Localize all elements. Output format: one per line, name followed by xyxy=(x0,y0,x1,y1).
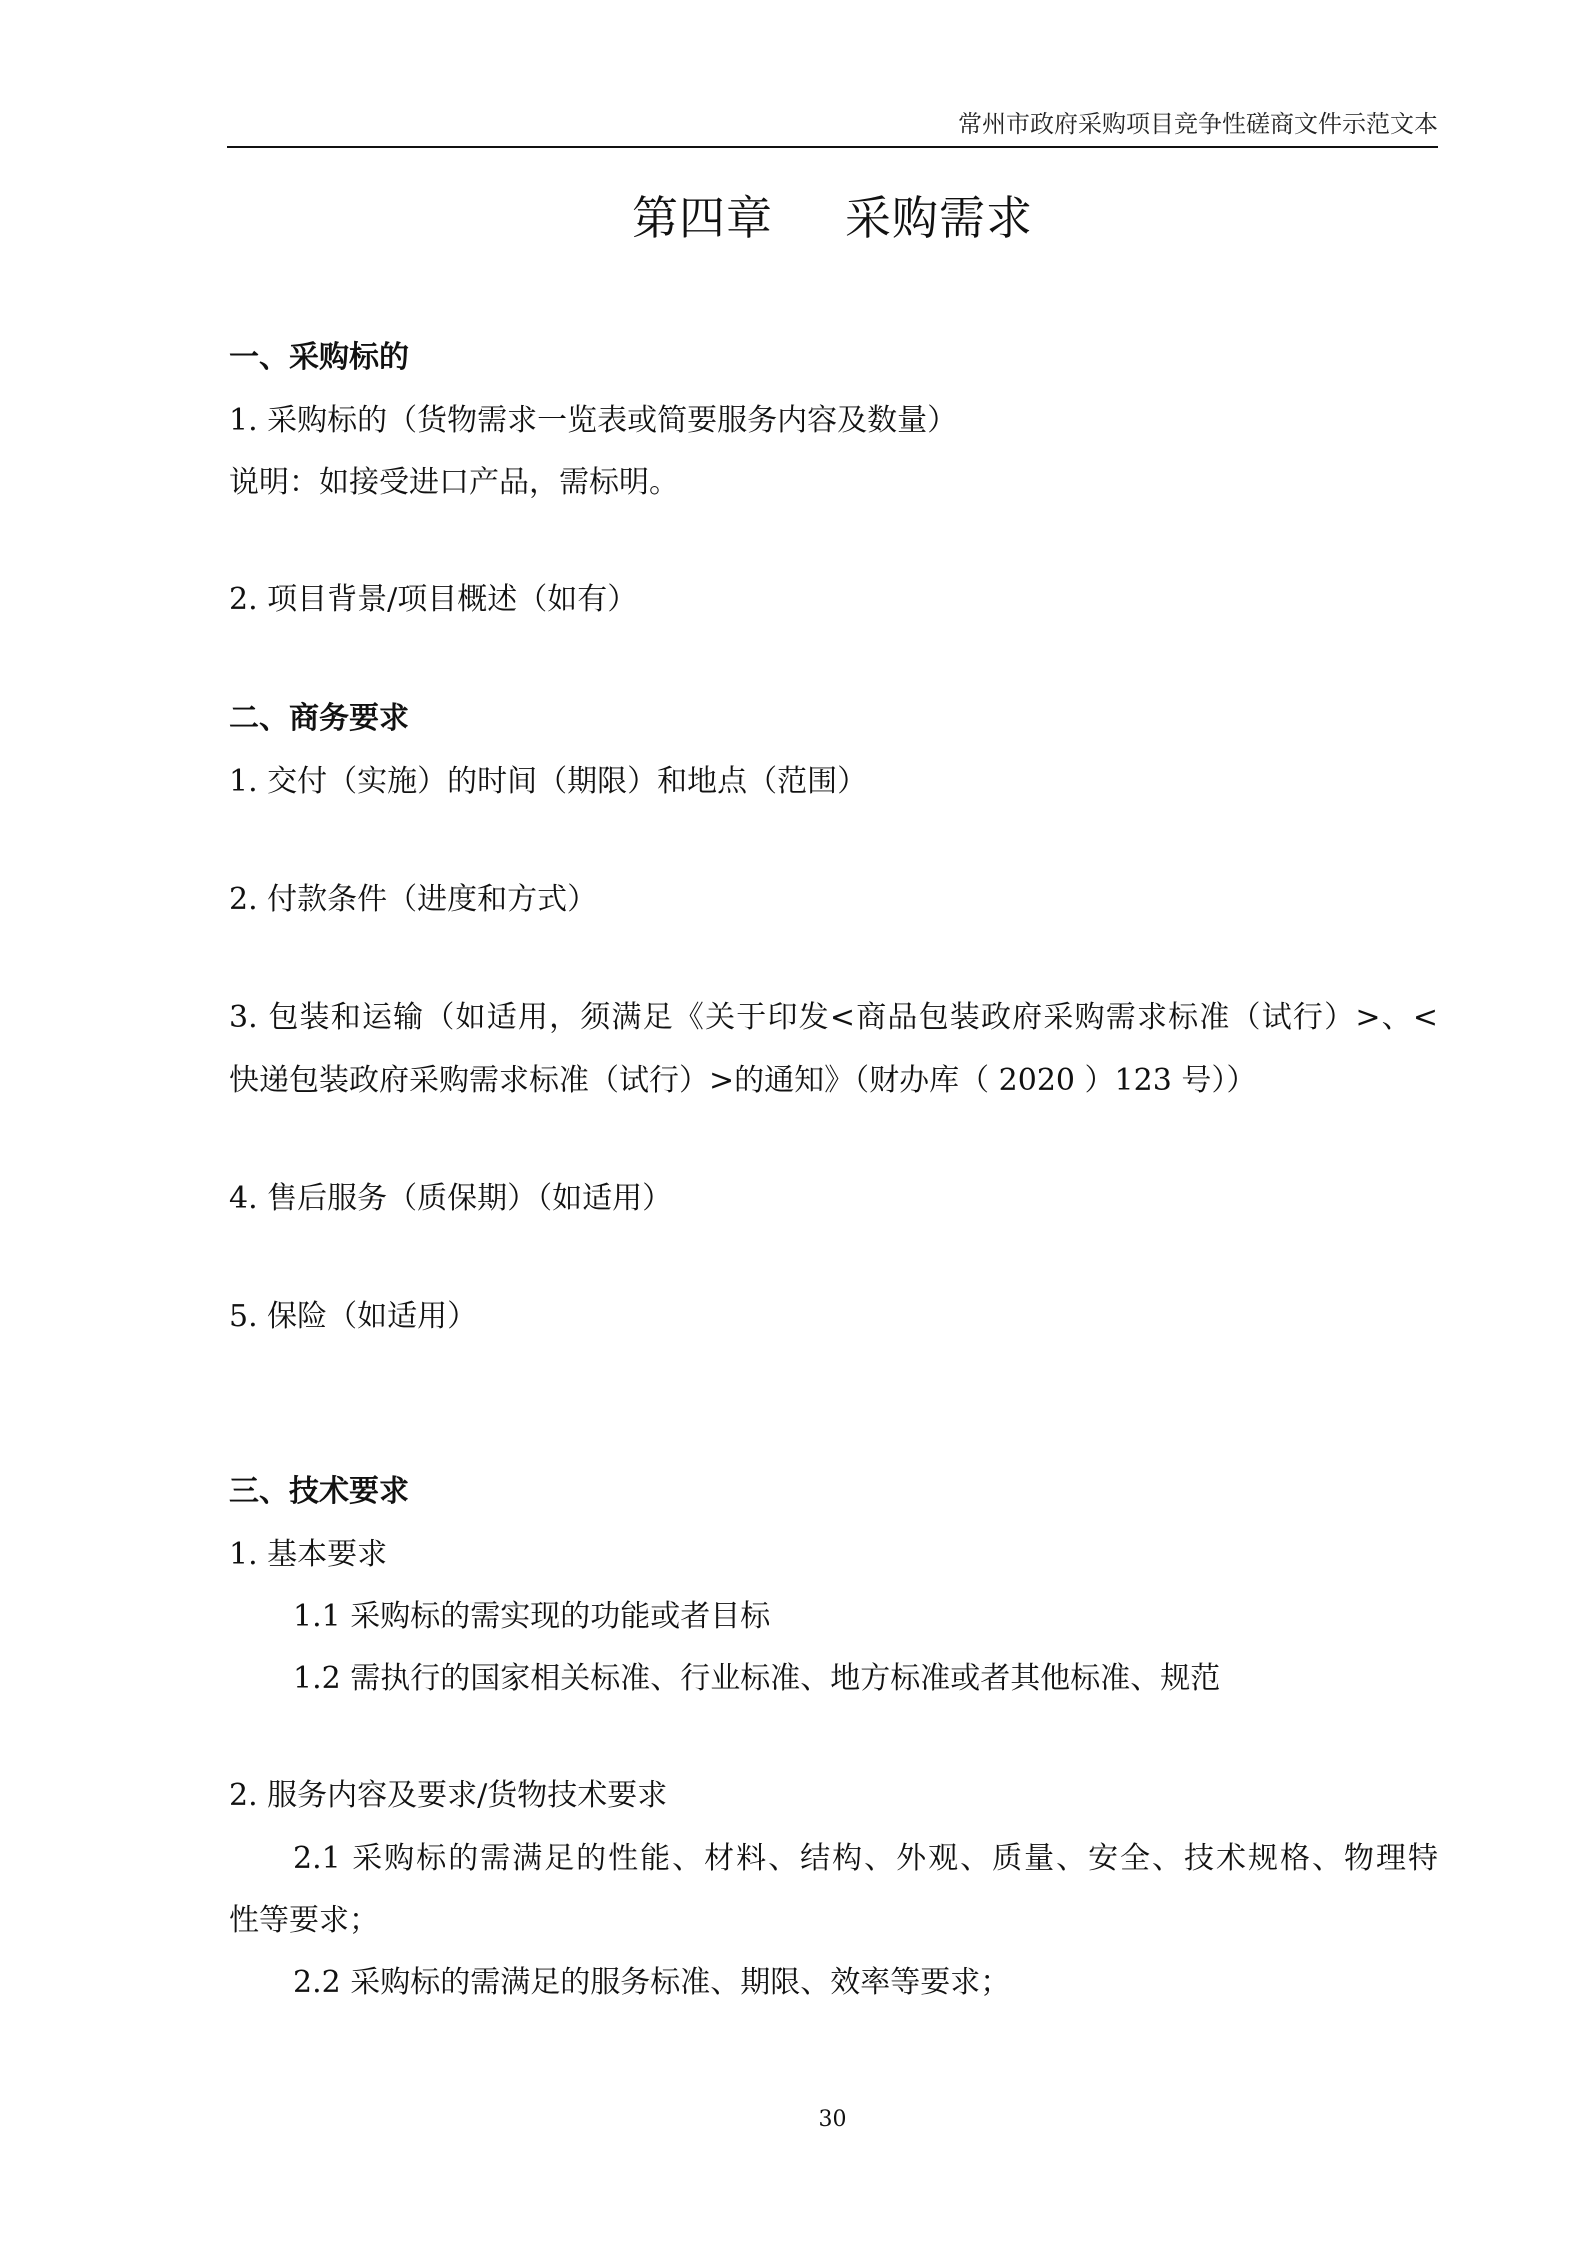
section-heading-technical-requirements: 三、技术要求 xyxy=(229,1474,409,1509)
chapter-name: 采购需求 xyxy=(845,191,1033,245)
page-number: 30 xyxy=(818,2107,847,2132)
sub-list-item-continuation: 性等要求； xyxy=(229,1903,379,1938)
sub-list-item: 2.1 采购标的需满足的性能、材料、结构、外观、质量、安全、技术规格、物理特 xyxy=(293,1841,1438,1876)
list-item: 1. 采购标的（货物需求一览表或简要服务内容及数量） xyxy=(229,403,958,438)
list-item: 1. 交付（实施）的时间（期限）和地点（范围） xyxy=(229,764,868,799)
list-item: 1. 基本要求 xyxy=(229,1537,388,1572)
sub-list-item: 1.2 需执行的国家相关标准、行业标准、地方标准或者其他标准、规范 xyxy=(293,1661,1221,1696)
list-item: 3. 包装和运输（如适用，须满足《关于印发<商品包装政府采购需求标准（试行）>、< xyxy=(229,1000,1438,1035)
list-item-continuation: 快递包装政府采购需求标准（试行）>的通知》（财办库（ 2020 ）123 号）） xyxy=(229,1063,1257,1098)
list-item: 5. 保险（如适用） xyxy=(229,1299,478,1334)
note-text: 说明：如接受进口产品，需标明。 xyxy=(229,465,679,500)
running-header: 常州市政府采购项目竞争性磋商文件示范文本 xyxy=(958,110,1438,138)
list-item: 2. 付款条件（进度和方式） xyxy=(229,882,598,917)
list-item: 4. 售后服务（质保期）（如适用） xyxy=(229,1181,673,1216)
list-item: 2. 服务内容及要求/货物技术要求 xyxy=(229,1778,668,1813)
header-divider xyxy=(227,146,1438,148)
list-item: 2. 项目背景/项目概述（如有） xyxy=(229,582,638,617)
chapter-number: 第四章 xyxy=(632,191,773,245)
section-heading-procurement-subject: 一、采购标的 xyxy=(229,340,409,375)
sub-list-item: 1.1 采购标的需实现的功能或者目标 xyxy=(293,1599,771,1634)
section-heading-business-requirements: 二、商务要求 xyxy=(229,701,409,736)
sub-list-item: 2.2 采购标的需满足的服务标准、期限、效率等要求； xyxy=(293,1965,1011,2000)
chapter-title xyxy=(227,188,1438,248)
